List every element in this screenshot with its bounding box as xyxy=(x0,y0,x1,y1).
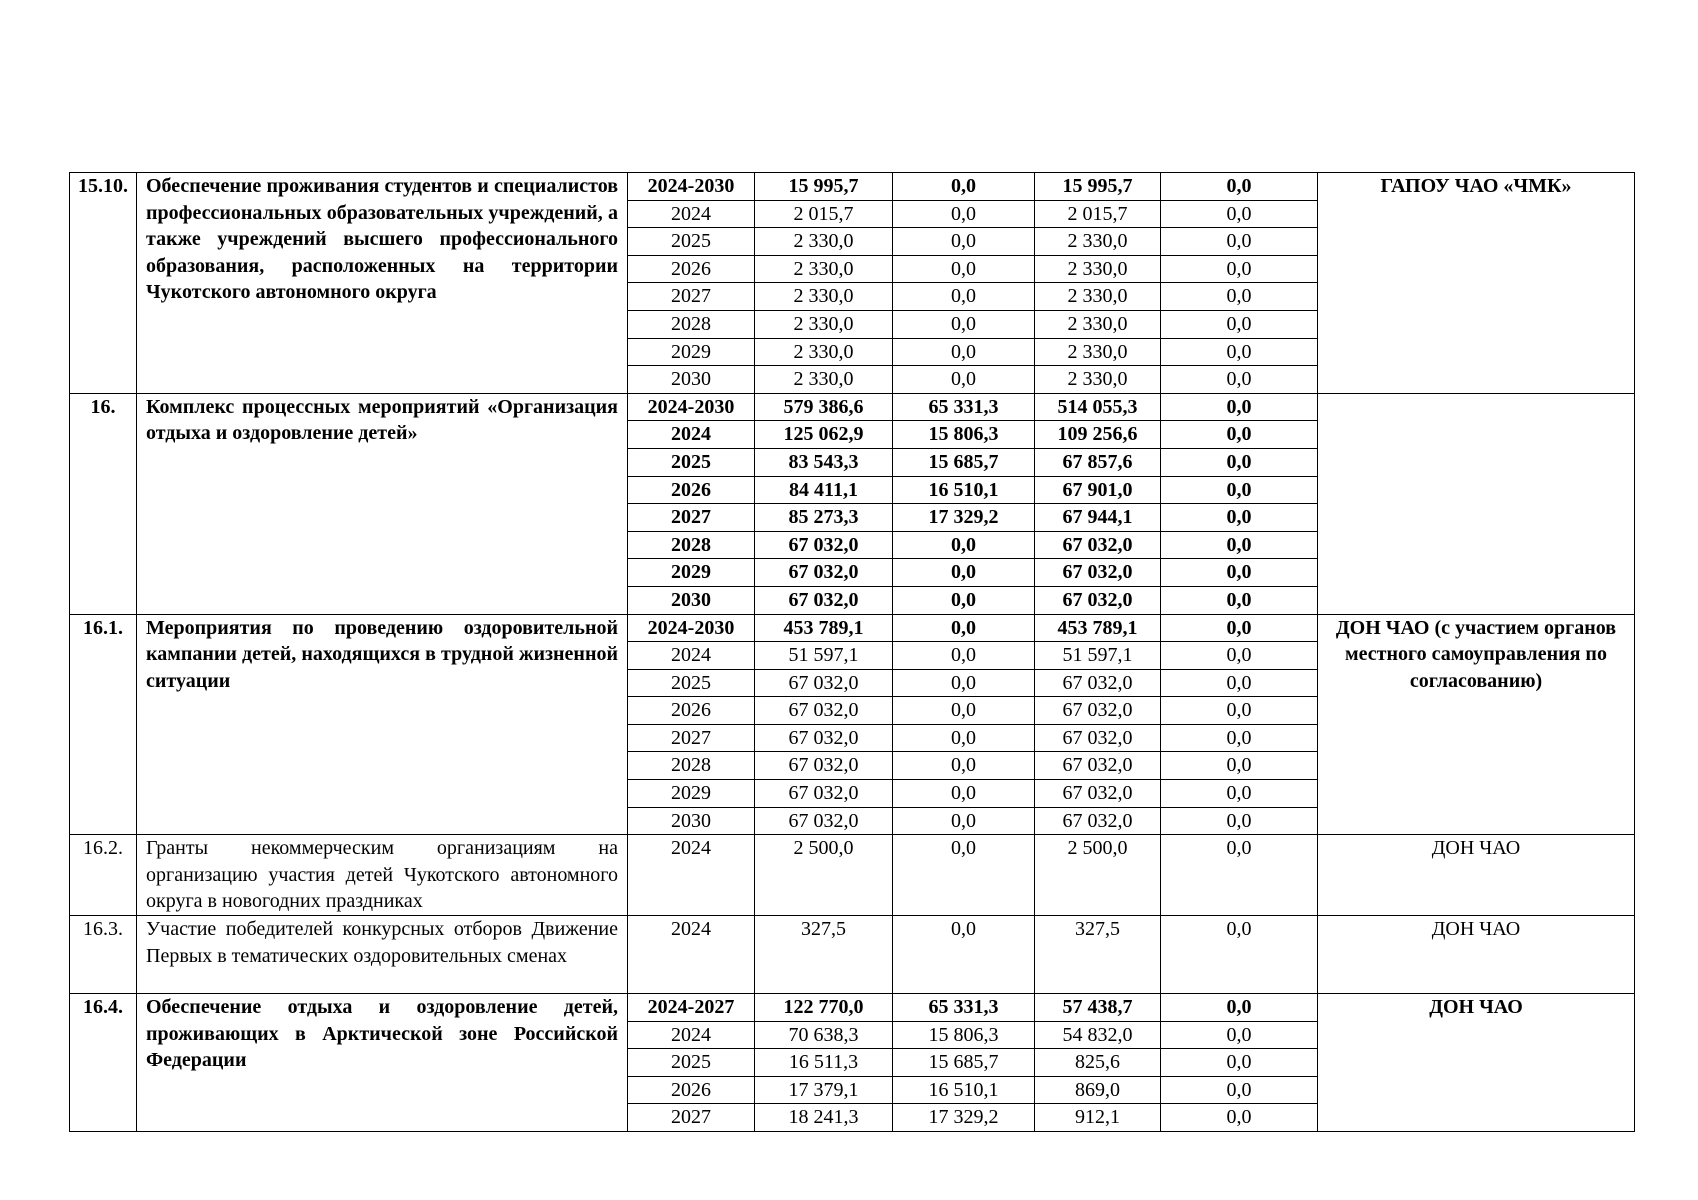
period-cell: 2024 xyxy=(628,835,755,916)
total-cell: 579 386,6 xyxy=(755,393,893,421)
regional-budget-cell: 825,6 xyxy=(1035,1049,1161,1077)
other-sources-cell: 0,0 xyxy=(1161,504,1318,532)
total-cell: 2 330,0 xyxy=(755,255,893,283)
federal-budget-cell: 15 685,7 xyxy=(893,1049,1035,1077)
total-cell: 67 032,0 xyxy=(755,752,893,780)
period-cell: 2024-2030 xyxy=(628,393,755,421)
period-cell: 2025 xyxy=(628,669,755,697)
federal-budget-cell: 0,0 xyxy=(893,283,1035,311)
regional-budget-cell: 912,1 xyxy=(1035,1104,1161,1132)
federal-budget-cell: 16 510,1 xyxy=(893,476,1035,504)
other-sources-cell: 0,0 xyxy=(1161,448,1318,476)
total-cell: 327,5 xyxy=(755,916,893,994)
other-sources-cell: 0,0 xyxy=(1161,916,1318,994)
period-cell: 2024 xyxy=(628,1021,755,1049)
federal-budget-cell: 0,0 xyxy=(893,366,1035,394)
federal-budget-cell: 0,0 xyxy=(893,200,1035,228)
item-number: 16.2. xyxy=(70,835,137,916)
regional-budget-cell: 67 032,0 xyxy=(1035,697,1161,725)
item-name: Обеспечение проживания студентов и специалистов профессиональных образовательных учреждений, а также учреждений высшего профессионального образования, расположенных на территории Чукотского автономного округа xyxy=(137,173,628,394)
period-cell: 2029 xyxy=(628,338,755,366)
period-cell: 2028 xyxy=(628,752,755,780)
period-cell: 2026 xyxy=(628,697,755,725)
period-cell: 2030 xyxy=(628,586,755,614)
total-cell: 16 511,3 xyxy=(755,1049,893,1077)
regional-budget-cell: 2 330,0 xyxy=(1035,338,1161,366)
total-cell: 18 241,3 xyxy=(755,1104,893,1132)
federal-budget-cell: 0,0 xyxy=(893,255,1035,283)
period-cell: 2027 xyxy=(628,724,755,752)
item-name: Гранты некоммерческим организациям на организацию участия детей Чукотского автономного округа в новогодних праздниках xyxy=(137,835,628,916)
federal-budget-cell: 0,0 xyxy=(893,780,1035,808)
period-cell: 2024 xyxy=(628,916,755,994)
federal-budget-cell: 0,0 xyxy=(893,697,1035,725)
period-cell: 2030 xyxy=(628,807,755,835)
regional-budget-cell: 54 832,0 xyxy=(1035,1021,1161,1049)
period-cell: 2024-2030 xyxy=(628,614,755,642)
item-number: 16.4. xyxy=(70,994,137,1132)
total-cell: 83 543,3 xyxy=(755,448,893,476)
federal-budget-cell: 0,0 xyxy=(893,642,1035,670)
total-cell: 84 411,1 xyxy=(755,476,893,504)
regional-budget-cell: 67 901,0 xyxy=(1035,476,1161,504)
period-cell: 2024-2030 xyxy=(628,173,755,201)
period-cell: 2029 xyxy=(628,780,755,808)
other-sources-cell: 0,0 xyxy=(1161,421,1318,449)
total-cell: 2 330,0 xyxy=(755,366,893,394)
regional-budget-cell: 67 944,1 xyxy=(1035,504,1161,532)
executor-cell: ДОН ЧАО xyxy=(1318,916,1635,994)
total-cell: 125 062,9 xyxy=(755,421,893,449)
other-sources-cell: 0,0 xyxy=(1161,200,1318,228)
table-row xyxy=(70,614,1635,642)
total-cell: 67 032,0 xyxy=(755,724,893,752)
table-row xyxy=(70,173,1635,201)
table-row xyxy=(70,393,1635,421)
period-cell: 2024-2027 xyxy=(628,994,755,1022)
total-cell: 2 330,0 xyxy=(755,338,893,366)
total-cell: 67 032,0 xyxy=(755,807,893,835)
other-sources-cell: 0,0 xyxy=(1161,994,1318,1022)
other-sources-cell: 0,0 xyxy=(1161,310,1318,338)
other-sources-cell: 0,0 xyxy=(1161,1049,1318,1077)
regional-budget-cell: 2 330,0 xyxy=(1035,366,1161,394)
period-cell: 2027 xyxy=(628,283,755,311)
federal-budget-cell: 0,0 xyxy=(893,310,1035,338)
federal-budget-cell: 0,0 xyxy=(893,835,1035,916)
other-sources-cell: 0,0 xyxy=(1161,724,1318,752)
regional-budget-cell: 327,5 xyxy=(1035,916,1161,994)
period-cell: 2030 xyxy=(628,366,755,394)
other-sources-cell: 0,0 xyxy=(1161,366,1318,394)
executor-cell: ДОН ЧАО (с участием органов местного самоуправления по согласованию) xyxy=(1318,614,1635,835)
federal-budget-cell: 16 510,1 xyxy=(893,1076,1035,1104)
federal-budget-cell: 0,0 xyxy=(893,916,1035,994)
total-cell: 67 032,0 xyxy=(755,531,893,559)
regional-budget-cell: 15 995,7 xyxy=(1035,173,1161,201)
item-number: 16.3. xyxy=(70,916,137,994)
federal-budget-cell: 0,0 xyxy=(893,752,1035,780)
total-cell: 2 330,0 xyxy=(755,228,893,256)
period-cell: 2025 xyxy=(628,1049,755,1077)
federal-budget-cell: 0,0 xyxy=(893,724,1035,752)
other-sources-cell: 0,0 xyxy=(1161,752,1318,780)
other-sources-cell: 0,0 xyxy=(1161,1076,1318,1104)
item-number: 16. xyxy=(70,393,137,614)
other-sources-cell: 0,0 xyxy=(1161,393,1318,421)
regional-budget-cell: 67 032,0 xyxy=(1035,531,1161,559)
period-cell: 2026 xyxy=(628,255,755,283)
total-cell: 67 032,0 xyxy=(755,559,893,587)
other-sources-cell: 0,0 xyxy=(1161,255,1318,283)
federal-budget-cell: 0,0 xyxy=(893,173,1035,201)
table-row xyxy=(70,994,1635,1022)
regional-budget-cell: 514 055,3 xyxy=(1035,393,1161,421)
total-cell: 51 597,1 xyxy=(755,642,893,670)
regional-budget-cell: 67 032,0 xyxy=(1035,669,1161,697)
other-sources-cell: 0,0 xyxy=(1161,807,1318,835)
period-cell: 2026 xyxy=(628,1076,755,1104)
other-sources-cell: 0,0 xyxy=(1161,835,1318,916)
other-sources-cell: 0,0 xyxy=(1161,669,1318,697)
item-name: Участие победителей конкурсных отборов Движение Первых в тематических оздоровительных сменах xyxy=(137,916,628,994)
total-cell: 70 638,3 xyxy=(755,1021,893,1049)
regional-budget-cell: 67 032,0 xyxy=(1035,780,1161,808)
period-cell: 2025 xyxy=(628,448,755,476)
other-sources-cell: 0,0 xyxy=(1161,228,1318,256)
other-sources-cell: 0,0 xyxy=(1161,283,1318,311)
federal-budget-cell: 17 329,2 xyxy=(893,1104,1035,1132)
federal-budget-cell: 15 685,7 xyxy=(893,448,1035,476)
total-cell: 122 770,0 xyxy=(755,994,893,1022)
item-number: 16.1. xyxy=(70,614,137,835)
federal-budget-cell: 0,0 xyxy=(893,338,1035,366)
other-sources-cell: 0,0 xyxy=(1161,476,1318,504)
total-cell: 2 015,7 xyxy=(755,200,893,228)
other-sources-cell: 0,0 xyxy=(1161,642,1318,670)
period-cell: 2028 xyxy=(628,531,755,559)
federal-budget-cell: 0,0 xyxy=(893,228,1035,256)
federal-budget-cell: 17 329,2 xyxy=(893,504,1035,532)
regional-budget-cell: 67 032,0 xyxy=(1035,752,1161,780)
total-cell: 67 032,0 xyxy=(755,780,893,808)
federal-budget-cell: 15 806,3 xyxy=(893,1021,1035,1049)
period-cell: 2024 xyxy=(628,642,755,670)
regional-budget-cell: 109 256,6 xyxy=(1035,421,1161,449)
period-cell: 2027 xyxy=(628,504,755,532)
executor-cell xyxy=(1318,393,1635,614)
regional-budget-cell: 2 330,0 xyxy=(1035,255,1161,283)
item-name: Мероприятия по проведению оздоровительной кампании детей, находящихся в трудной жизненной ситуации xyxy=(137,614,628,835)
total-cell: 2 330,0 xyxy=(755,283,893,311)
federal-budget-cell: 65 331,3 xyxy=(893,393,1035,421)
regional-budget-cell: 2 500,0 xyxy=(1035,835,1161,916)
regional-budget-cell: 51 597,1 xyxy=(1035,642,1161,670)
budget-table xyxy=(69,172,1635,1132)
other-sources-cell: 0,0 xyxy=(1161,586,1318,614)
total-cell: 15 995,7 xyxy=(755,173,893,201)
federal-budget-cell: 0,0 xyxy=(893,531,1035,559)
executor-cell: ГАПОУ ЧАО «ЧМК» xyxy=(1318,173,1635,394)
federal-budget-cell: 65 331,3 xyxy=(893,994,1035,1022)
other-sources-cell: 0,0 xyxy=(1161,614,1318,642)
regional-budget-cell: 67 857,6 xyxy=(1035,448,1161,476)
item-name: Комплекс процессных мероприятий «Организация отдыха и оздоровление детей» xyxy=(137,393,628,614)
total-cell: 2 500,0 xyxy=(755,835,893,916)
table-row xyxy=(70,916,1635,994)
regional-budget-cell: 869,0 xyxy=(1035,1076,1161,1104)
total-cell: 67 032,0 xyxy=(755,697,893,725)
period-cell: 2029 xyxy=(628,559,755,587)
federal-budget-cell: 15 806,3 xyxy=(893,421,1035,449)
executor-cell: ДОН ЧАО xyxy=(1318,994,1635,1132)
other-sources-cell: 0,0 xyxy=(1161,1104,1318,1132)
regional-budget-cell: 2 015,7 xyxy=(1035,200,1161,228)
other-sources-cell: 0,0 xyxy=(1161,697,1318,725)
regional-budget-cell: 67 032,0 xyxy=(1035,586,1161,614)
other-sources-cell: 0,0 xyxy=(1161,531,1318,559)
period-cell: 2026 xyxy=(628,476,755,504)
total-cell: 2 330,0 xyxy=(755,310,893,338)
item-number: 15.10. xyxy=(70,173,137,394)
other-sources-cell: 0,0 xyxy=(1161,559,1318,587)
period-cell: 2025 xyxy=(628,228,755,256)
regional-budget-cell: 67 032,0 xyxy=(1035,807,1161,835)
regional-budget-cell: 2 330,0 xyxy=(1035,283,1161,311)
regional-budget-cell: 57 438,7 xyxy=(1035,994,1161,1022)
total-cell: 85 273,3 xyxy=(755,504,893,532)
regional-budget-cell: 67 032,0 xyxy=(1035,724,1161,752)
other-sources-cell: 0,0 xyxy=(1161,173,1318,201)
regional-budget-cell: 67 032,0 xyxy=(1035,559,1161,587)
other-sources-cell: 0,0 xyxy=(1161,1021,1318,1049)
regional-budget-cell: 453 789,1 xyxy=(1035,614,1161,642)
period-cell: 2024 xyxy=(628,421,755,449)
executor-cell: ДОН ЧАО xyxy=(1318,835,1635,916)
federal-budget-cell: 0,0 xyxy=(893,586,1035,614)
total-cell: 67 032,0 xyxy=(755,586,893,614)
total-cell: 453 789,1 xyxy=(755,614,893,642)
total-cell: 67 032,0 xyxy=(755,669,893,697)
total-cell: 17 379,1 xyxy=(755,1076,893,1104)
period-cell: 2024 xyxy=(628,200,755,228)
federal-budget-cell: 0,0 xyxy=(893,614,1035,642)
item-name: Обеспечение отдыха и оздоровление детей, проживающих в Арктической зоне Российской Федерации xyxy=(137,994,628,1132)
other-sources-cell: 0,0 xyxy=(1161,780,1318,808)
table-row xyxy=(70,835,1635,916)
federal-budget-cell: 0,0 xyxy=(893,669,1035,697)
federal-budget-cell: 0,0 xyxy=(893,807,1035,835)
period-cell: 2027 xyxy=(628,1104,755,1132)
period-cell: 2028 xyxy=(628,310,755,338)
regional-budget-cell: 2 330,0 xyxy=(1035,228,1161,256)
other-sources-cell: 0,0 xyxy=(1161,338,1318,366)
federal-budget-cell: 0,0 xyxy=(893,559,1035,587)
regional-budget-cell: 2 330,0 xyxy=(1035,310,1161,338)
